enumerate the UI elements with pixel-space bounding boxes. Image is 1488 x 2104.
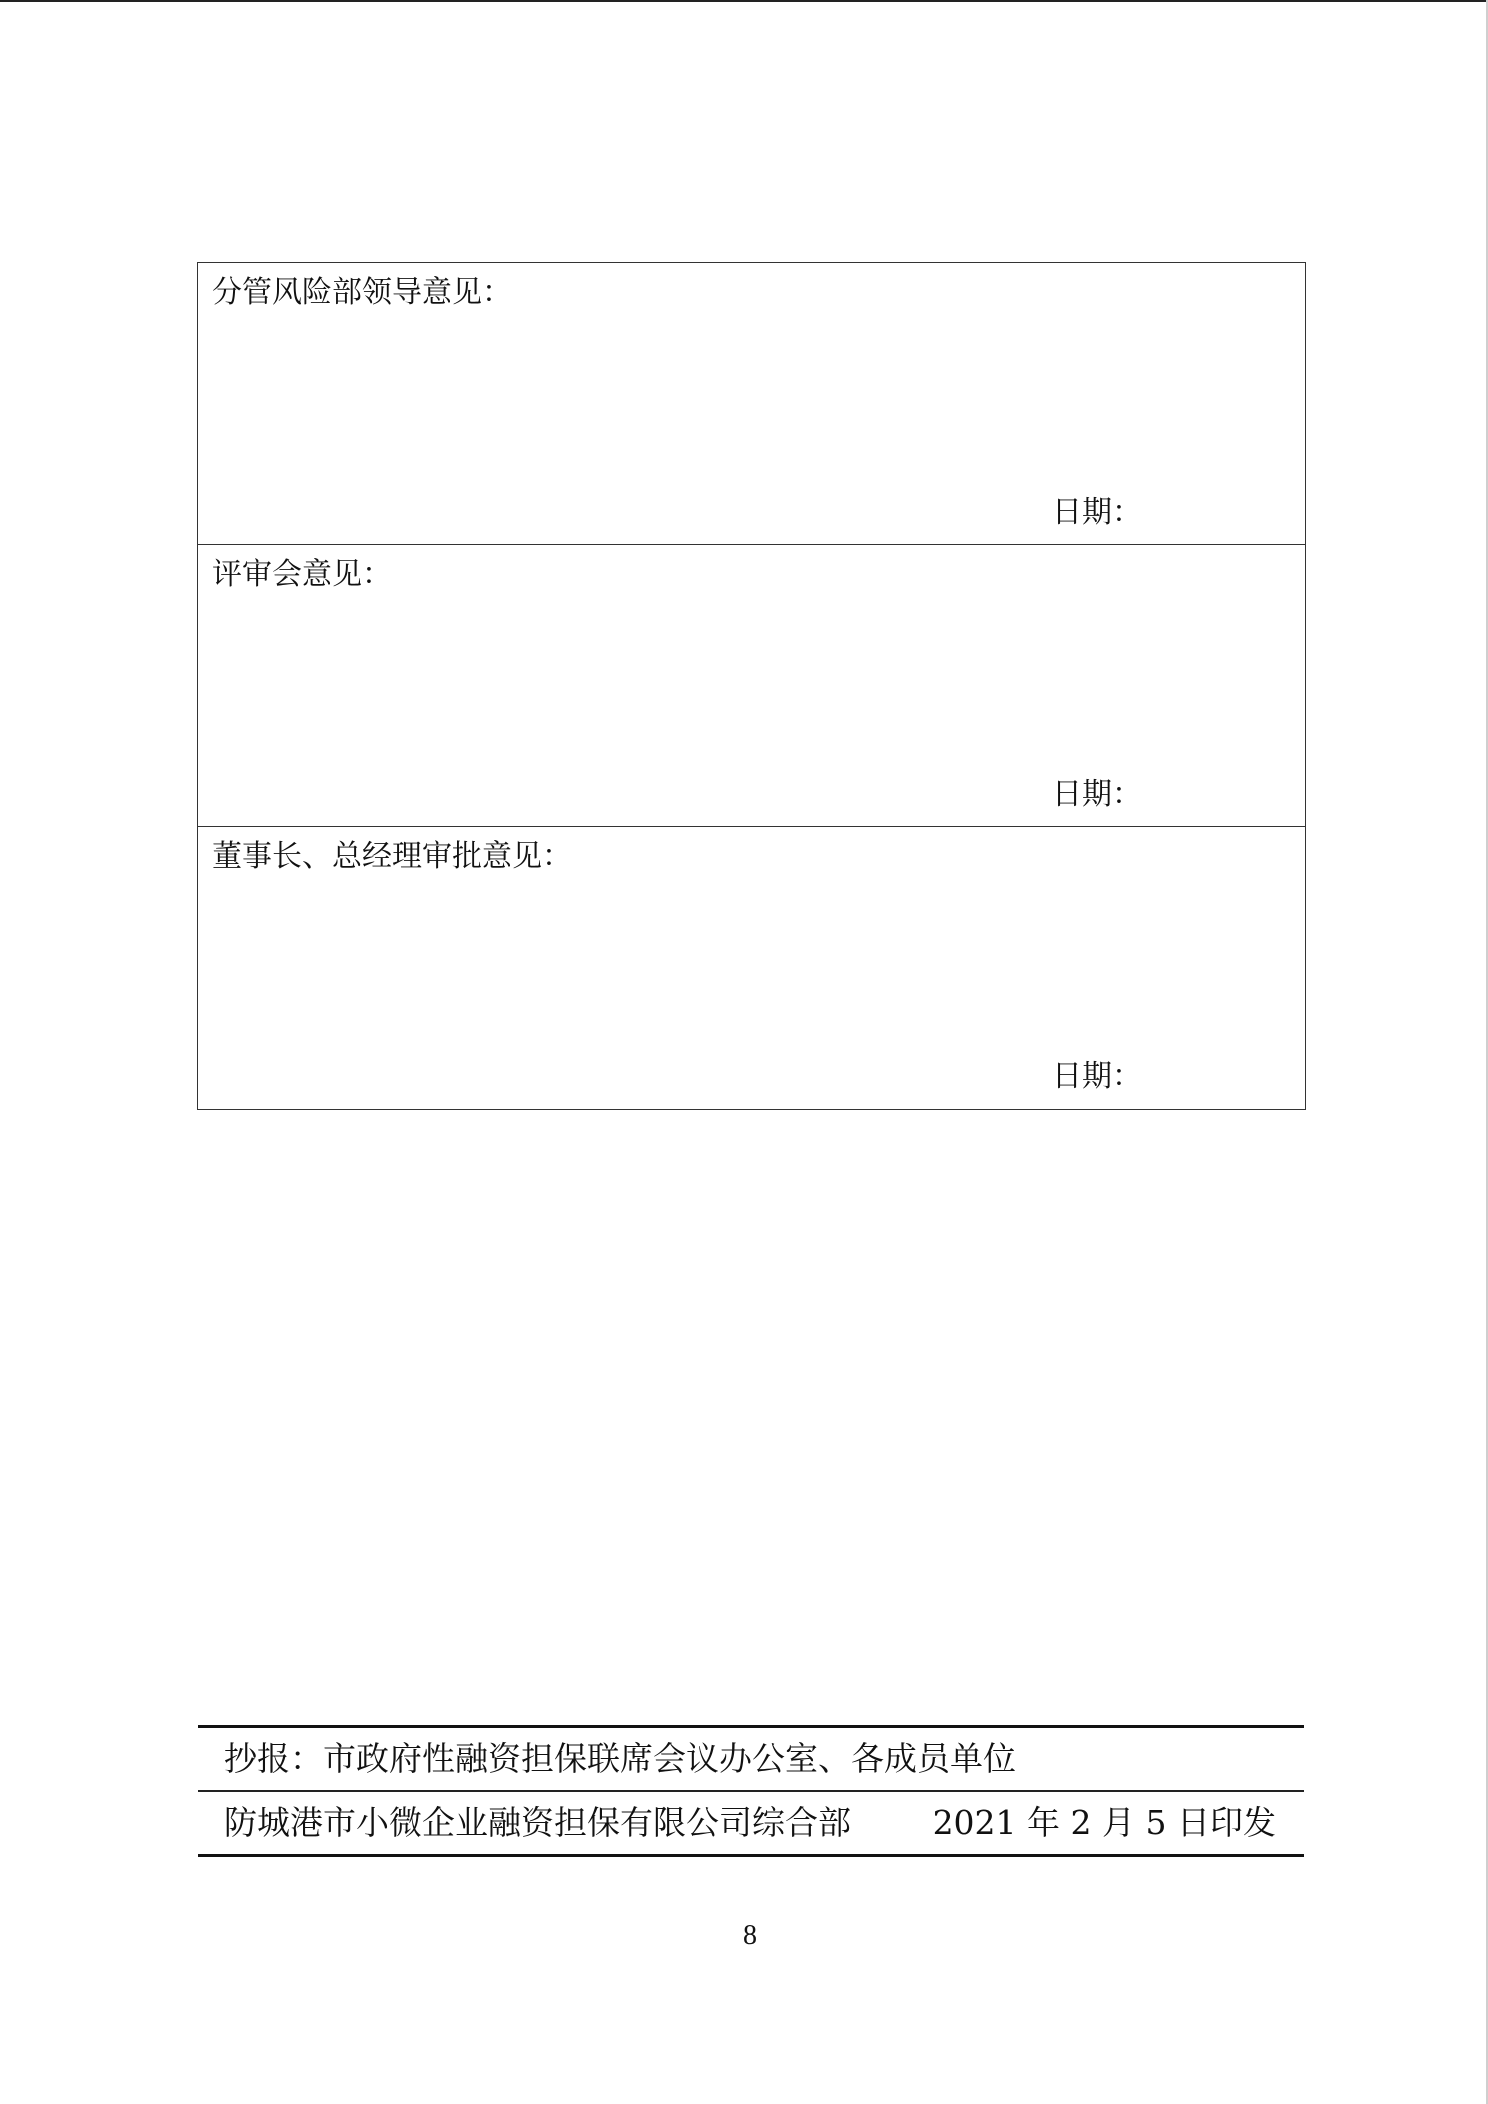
opinion-row-chairman	[198, 827, 1305, 1109]
opinion-row-risk-leader	[198, 263, 1305, 545]
cc-recipients-line: 抄报：市政府性融资担保联席会议办公室、各成员单位	[224, 1739, 1016, 1778]
issue-line	[198, 1792, 1304, 1854]
footer-bottom-rule	[198, 1854, 1304, 1857]
issuer-department: 防城港市小微企业融资担保有限公司综合部	[224, 1802, 851, 1842]
document-footer	[198, 1725, 1304, 1857]
chairman-opinion-label: 董事长、总经理审批意见：	[212, 839, 572, 874]
review-committee-opinion-label: 评审会意见：	[212, 557, 392, 592]
issue-date: 2021 年 2 月 5 日印发	[932, 1802, 1276, 1842]
opinion-table	[197, 262, 1306, 1110]
page-number: 8	[743, 1920, 757, 1951]
chairman-date-label: 日期：	[1052, 1059, 1142, 1094]
page-top-border	[0, 0, 1488, 2]
risk-leader-date-label: 日期：	[1052, 495, 1142, 530]
opinion-row-review-committee	[198, 545, 1305, 827]
review-committee-date-label: 日期：	[1052, 777, 1142, 812]
risk-leader-opinion-label: 分管风险部领导意见：	[212, 275, 512, 310]
